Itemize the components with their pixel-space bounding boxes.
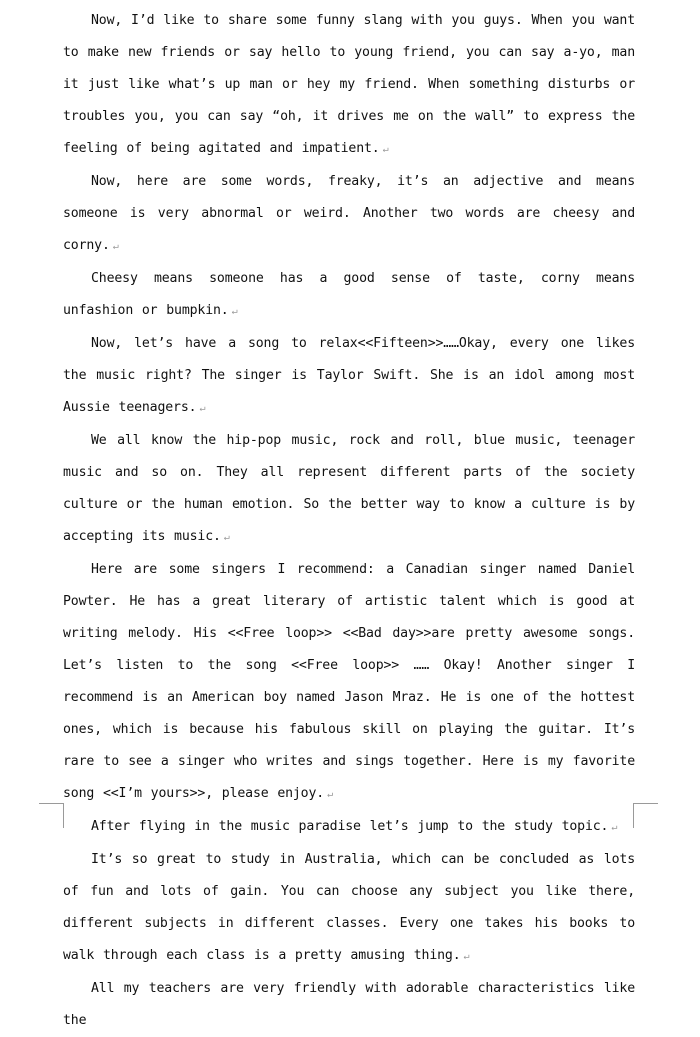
document-body (63, 5, 635, 1037)
paragraph-text: After flying in the music paradise let’s jump to the study topic. (91, 819, 609, 834)
page-margin-corner-bottom-left (39, 803, 64, 828)
paragraph-mark-icon: ↵ (199, 403, 206, 414)
paragraph (63, 844, 635, 973)
paragraph (63, 811, 635, 844)
paragraph (63, 166, 635, 263)
paragraph-mark-icon: ↵ (327, 789, 333, 800)
paragraph (63, 425, 635, 554)
paragraph (63, 5, 635, 166)
paragraph-text: It’s so great to study in Australia, which can be concluded as lots of fun and lots of gain. You can choose any subject you like there, different subjects in different classes. Every one takes his books to walk through each class is a pretty amusing thing. (63, 852, 635, 963)
paragraph-mark-icon: ↵ (231, 306, 238, 317)
paragraph-text: Here are some singers I recommend: a Canadian singer named Daniel Powter. He has a great literary of artistic talent which is good at writing melody. His <<Free loop>> <<Bad day>>are pretty awesome songs. Let’s listen to the song <<Free loop>> …… Okay! Another singer I recommend is an American boy named Jason Mraz. He is one of the hottest ones, which is because his fabulous skill on playing the guitar. It’s rare to see a singer who writes and sings together. Here is my favorite song <<I’m yours>>, please enjoy. (63, 562, 635, 801)
paragraph (63, 328, 635, 425)
paragraph (63, 554, 635, 811)
paragraph-text: Now, let’s have a song to relax<<Fifteen>>……Okay, every one likes the music right? The singer is Taylor Swift. She is an idol among most Aussie teenagers. (63, 336, 635, 415)
paragraph-text: Now, I’d like to share some funny slang with you guys. When you want to make new friends or say hello to young friend, you can say a-yo, man it just like what’s up man or hey my friend. When something disturbs or troubles you, you can say “oh, it drives me on the wall” to express the feeling of being agitated and impatient. (63, 13, 635, 156)
paragraph-text: Now, here are some words, freaky, it’s an adjective and means someone is very abnormal or weird. Another two words are cheesy and corny. (63, 174, 635, 253)
paragraph-mark-icon: ↵ (112, 241, 119, 252)
paragraph-text: Cheesy means someone has a good sense of taste, corny means unfashion or bumpkin. (63, 271, 635, 318)
paragraph-mark-icon: ↵ (611, 822, 618, 833)
page-margin-corner-bottom-right (633, 803, 658, 828)
paragraph-mark-icon: ↵ (463, 951, 470, 962)
paragraph-mark-icon: ↵ (382, 144, 389, 155)
paragraph-text: We all know the hip-pop music, rock and roll, blue music, teenager music and so on. They all represent different parts of the society culture or the human emotion. So the better way to know a culture is by accepting its music. (63, 433, 635, 544)
paragraph-text: All my teachers are very friendly with adorable characteristics like the (63, 981, 635, 1028)
paragraph (63, 973, 635, 1037)
paragraph-mark-icon: ↵ (223, 532, 230, 543)
paragraph (63, 263, 635, 328)
